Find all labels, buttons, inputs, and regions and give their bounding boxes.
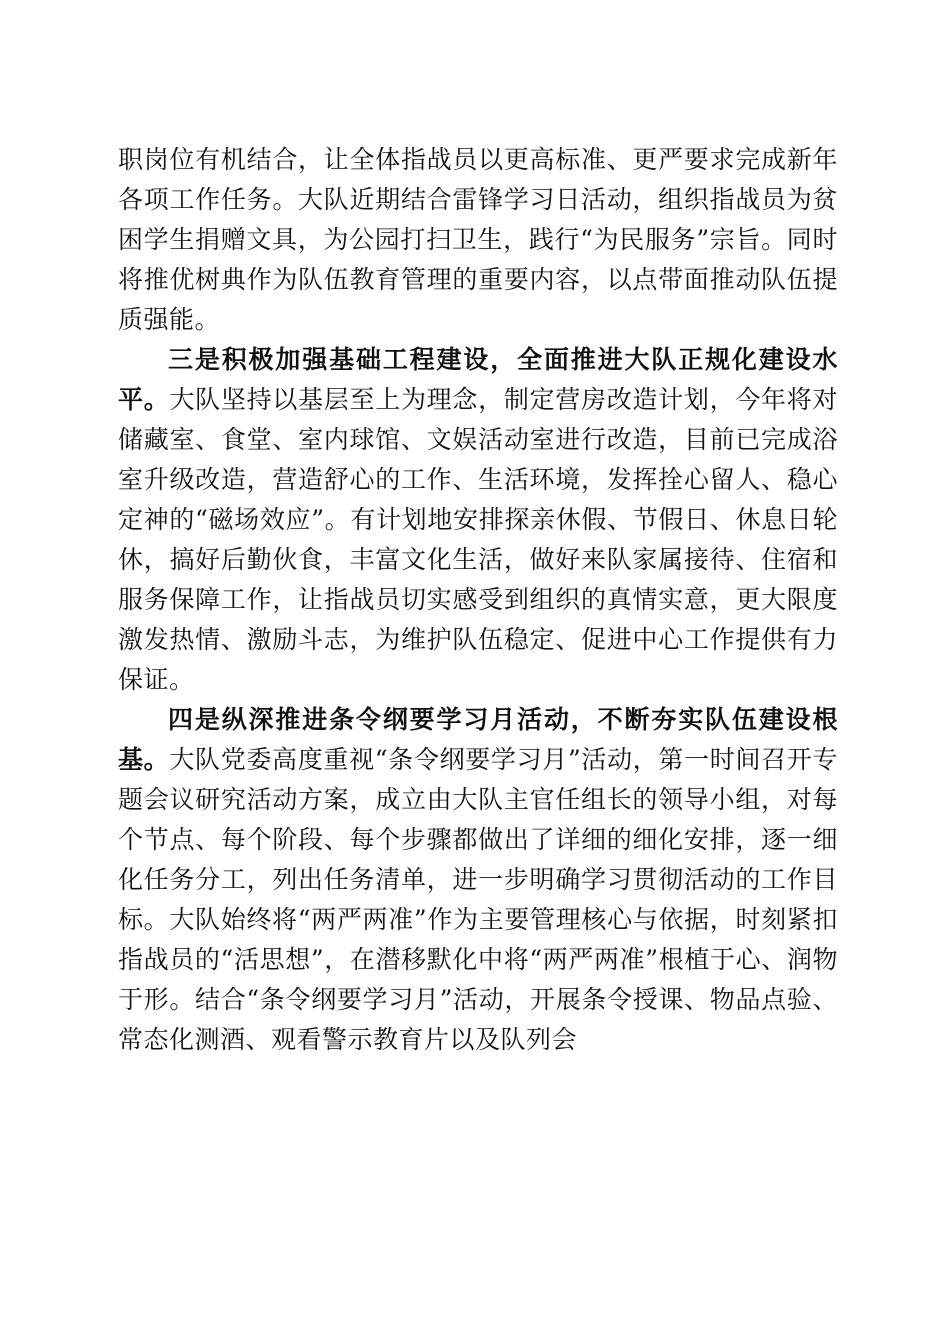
paragraph-3 <box>118 700 838 1060</box>
paragraph-3-heading: 四是纵深推进条令纲要学习月活动，不断夯实队伍建设根基。 <box>118 705 838 774</box>
paragraph-2 <box>118 340 838 700</box>
paragraph-1 <box>118 140 838 340</box>
paragraph-1-body: 职岗位有机结合，让全体指战员以更高标准、更严要求完成新年各项工作任务。大队近期结合雷锋学习日活动，组织指战员为贫困学生捐赠文具，为公园打扫卫生，践行“为民服务”宗旨。同时将推优树典作为队伍教育管理的重要内容，以点带面推动队伍提质强能。 <box>118 145 838 334</box>
paragraph-2-body: 大队坚持以基层至上为理念，制定营房改造计划，今年将对储藏室、食堂、室内球馆、文娱活动室进行改造，目前已完成浴室升级改造，营造舒心的工作、生活环境，发挥拴心留人、稳心定神的“磁场效应”。有计划地安排探亲休假、节假日、休息日轮休，搞好后勤伙食，丰富文化生活，做好来队家属接待、住宿和服务保障工作，让指战员切实感受到组织的真情实意，更大限度激发热情、激励斗志，为维护队伍稳定、促进中心工作提供有力保证。 <box>118 385 838 694</box>
paragraph-2-heading: 三是积极加强基础工程建设，全面推进大队正规化建设水平。 <box>118 345 838 414</box>
paragraph-3-body: 大队党委高度重视“条令纲要学习月”活动，第一时间召开专题会议研究活动方案，成立由大队主官任组长的领导小组，对每个节点、每个阶段、每个步骤都做出了详细的细化安排，逐一细化任务分工，列出任务清单，进一步明确学习贯彻活动的工作目标。大队始终将“两严两准”作为主要管理核心与依据，时刻紧扣指战员的“活思想”，在潜移默化中将“两严两准”根植于心、润物于形。结合“条令纲要学习月”活动，开展条令授课、物品点验、常态化测酒、观看警示教育片以及队列会 <box>118 745 838 1054</box>
document-page <box>118 140 838 1060</box>
